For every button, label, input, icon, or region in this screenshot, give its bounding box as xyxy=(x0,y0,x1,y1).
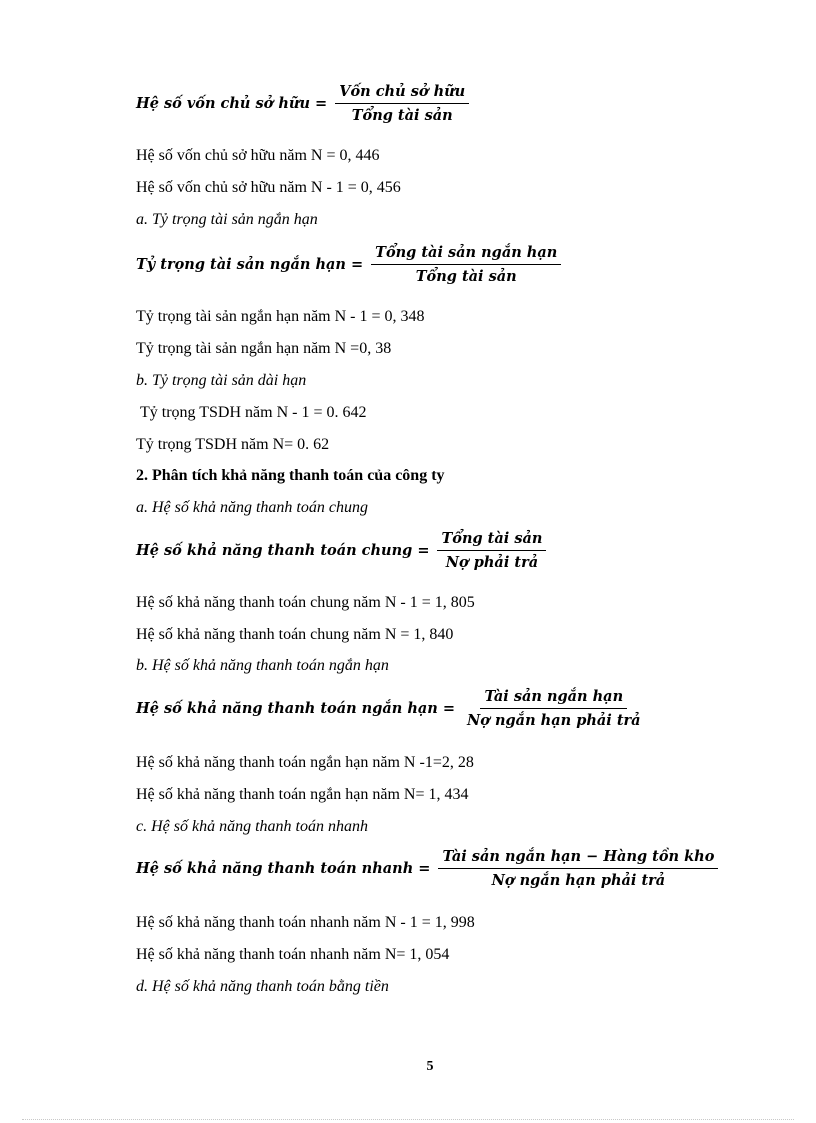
formula-short-assets-ratio xyxy=(136,244,561,285)
formula-general-liquidity xyxy=(136,530,546,571)
text-line: Tỷ trọng tài sản ngắn hạn năm N =0, 38 xyxy=(136,340,392,357)
fraction-denominator: Tổng tài sản xyxy=(415,268,517,285)
text-line: Hệ số vốn chủ sở hữu năm N = 0, 446 xyxy=(136,147,380,164)
text-line: Hệ số khả năng thanh toán nhanh năm N= 1, 054 xyxy=(136,946,450,963)
formula-label: Hệ số khả năng thanh toán nhanh = xyxy=(136,860,431,877)
subheading: a. Hệ số khả năng thanh toán chung xyxy=(136,499,368,516)
text-line: Hệ số khả năng thanh toán ngắn hạn năm N -1=2, 28 xyxy=(136,754,474,771)
text-line: Hệ số khả năng thanh toán chung năm N = 1, 840 xyxy=(136,626,454,643)
text-line: Hệ số khả năng thanh toán nhanh năm N - 1 = 1, 998 xyxy=(136,914,475,931)
fraction-numerator: Tổng tài sản ngắn hạn xyxy=(371,244,561,265)
subheading: c. Hệ số khả năng thanh toán nhanh xyxy=(136,818,368,835)
subheading: a. Tỷ trọng tài sản ngắn hạn xyxy=(136,211,318,228)
fraction-denominator: Nợ ngắn hạn phải trả xyxy=(467,712,641,729)
fraction xyxy=(335,83,469,124)
fraction xyxy=(463,688,645,729)
fraction xyxy=(371,244,561,285)
formula-quick-ratio xyxy=(136,848,718,889)
page-number: 5 xyxy=(426,1059,434,1074)
text-line: Hệ số khả năng thanh toán chung năm N - 1 = 1, 805 xyxy=(136,594,475,611)
fraction-numerator: Tài sản ngắn hạn xyxy=(480,688,627,709)
subheading: b. Tỷ trọng tài sản dài hạn xyxy=(136,372,307,389)
formula-label: Hệ số vốn chủ sở hữu = xyxy=(136,95,328,112)
text-line: Hệ số khả năng thanh toán ngắn hạn năm N= 1, 434 xyxy=(136,786,469,803)
section-heading: 2. Phân tích khả năng thanh toán của công ty xyxy=(136,467,445,484)
fraction-denominator: Tổng tài sản xyxy=(351,107,453,124)
formula-current-ratio xyxy=(136,688,645,729)
fraction xyxy=(437,530,546,571)
subheading: d. Hệ số khả năng thanh toán bằng tiền xyxy=(136,978,389,995)
text-line: Tỷ trọng TSDH năm N - 1 = 0. 642 xyxy=(140,404,367,421)
text-line: Tỷ trọng tài sản ngắn hạn năm N - 1 = 0, 348 xyxy=(136,308,425,325)
footer-divider xyxy=(22,1119,794,1120)
formula-label: Tỷ trọng tài sản ngắn hạn = xyxy=(136,256,364,273)
fraction-numerator: Vốn chủ sở hữu xyxy=(335,83,469,104)
fraction-numerator: Tổng tài sản xyxy=(437,530,546,551)
fraction-numerator: Tài sản ngắn hạn − Hàng tồn kho xyxy=(438,848,718,869)
text-line: Tỷ trọng TSDH năm N= 0. 62 xyxy=(136,436,330,453)
fraction-denominator: Nợ phải trả xyxy=(445,554,539,571)
fraction-denominator: Nợ ngắn hạn phải trả xyxy=(491,872,666,889)
formula-label: Hệ số khả năng thanh toán chung = xyxy=(136,542,430,559)
formula-equity-ratio xyxy=(136,83,469,124)
formula-label: Hệ số khả năng thanh toán ngắn hạn = xyxy=(136,700,456,717)
subheading: b. Hệ số khả năng thanh toán ngắn hạn xyxy=(136,657,389,674)
text-line: Hệ số vốn chủ sở hữu năm N - 1 = 0, 456 xyxy=(136,179,401,196)
fraction xyxy=(438,848,718,889)
